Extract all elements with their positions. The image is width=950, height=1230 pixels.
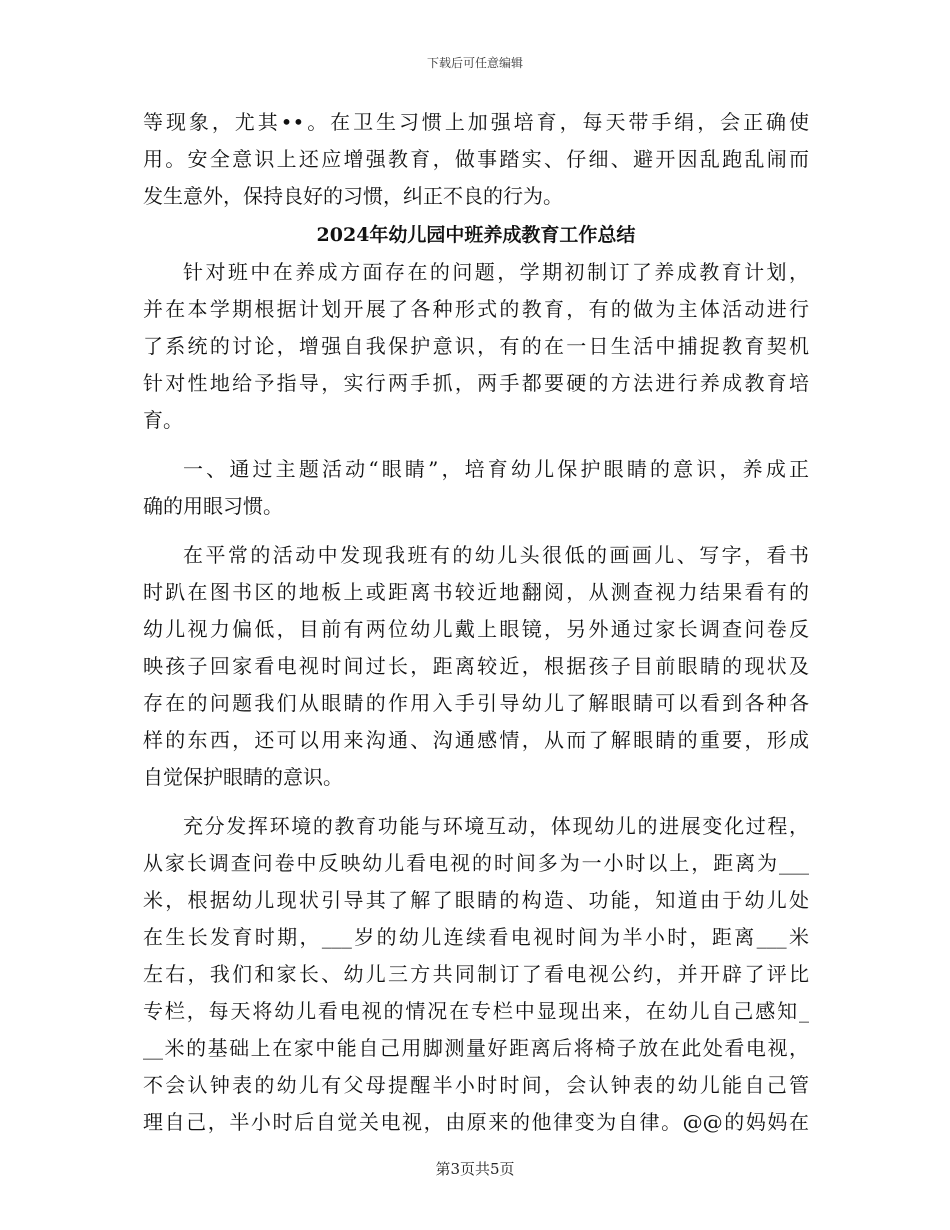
page-header: 下载后可任意编辑 <box>426 56 523 70</box>
text-line: 时趴在图书区的地板上或距离书较近地翻阅，从测查视力结果看有的 <box>143 580 809 604</box>
text-line: 充分发挥环境的教育功能与环境互动，体现幼儿的进展变化过程， <box>183 814 809 838</box>
text-line: 样的东西，还可以用来沟通、沟通感情，从而了解眼睛的重要，形成 <box>143 728 809 752</box>
text-line: 幼儿视力偏低，目前有两位幼儿戴上眼镜，另外通过家长调查问卷反 <box>143 617 809 641</box>
text-line: 专栏，每天将幼儿看电视的情况在专栏中显现出来，在幼儿自己感知_ <box>143 999 809 1023</box>
text-line: 针对性地给予指导，实行两手抓，两手都要硬的方法进行养成教育培 <box>143 371 809 395</box>
text-line: 自觉保护眼睛的意识。 <box>143 765 343 789</box>
text-line: 等现象，尤其••。在卫生习惯上加强培育，每天带手绢，会正确使 <box>143 110 809 134</box>
text-line: 理自己，半小时后自觉关电视，由原来的他律变为自律。@@的妈妈在 <box>143 1110 809 1134</box>
text-line: 用。安全意识上还应增强教育，做事踏实、仔细、避开因乱跑乱闹而 <box>143 147 809 171</box>
text-line: 左右，我们和家长、幼儿三方共同制订了看电视公约，并开辟了评比 <box>143 962 809 986</box>
text-line: 在平常的活动中发现我班有的幼儿头很低的画画儿、写字，看书 <box>183 543 809 567</box>
text-line: 从家长调查问卷中反映幼儿看电视的时间多为一小时以上，距离为___ <box>143 851 809 875</box>
text-line: 米，根据幼儿现状引导其了解了眼睛的构造、功能，知道由于幼儿处 <box>143 888 809 912</box>
paragraph-1 <box>143 254 809 439</box>
text-line: 一、通过主题活动“眼睛”，培育幼儿保护眼睛的意识，养成正 <box>183 457 809 481</box>
paragraph-4 <box>143 808 809 1141</box>
paragraph-2 <box>143 451 809 525</box>
text-line: 确的用眼习惯。 <box>143 494 283 518</box>
text-line: 存在的问题我们从眼睛的作用入手引导幼儿了解眼睛可以看到各种各 <box>143 691 809 715</box>
text-line: 了系统的讨论，增强自我保护意识，有的在一日生活中捕捉教育契机 <box>143 334 809 358</box>
page-number: 第3页共5页 <box>435 1160 515 1178</box>
text-line: 发生意外，保持良好的习惯，纠正不良的行为。 <box>143 184 563 208</box>
text-line: 不会认钟表的幼儿有父母提醒半小时时间，会认钟表的幼儿能自己管 <box>143 1073 809 1097</box>
text-line: 针对班中在养成方面存在的问题，学期初制订了养成教育计划， <box>183 260 809 284</box>
text-line: 并在本学期根据计划开展了各种形式的教育，有的做为主体活动进行 <box>143 297 809 321</box>
document-body <box>143 104 809 1141</box>
intro-paragraph <box>143 104 809 215</box>
text-line: 在生长发育时期，___岁的幼儿连续看电视时间为半小时，距离___米 <box>143 925 809 949</box>
paragraph-3 <box>143 537 809 796</box>
text-line: 映孩子回家看电视时间过长，距离较近，根据孩子目前眼睛的现状及 <box>143 654 809 678</box>
text-line: 育。 <box>143 408 183 432</box>
text-line: __米的基础上在家中能自己用脚测量好距离后将椅子放在此处看电视， <box>143 1036 809 1060</box>
document-title: 2024年幼儿园中班养成教育工作总结 <box>316 224 636 246</box>
